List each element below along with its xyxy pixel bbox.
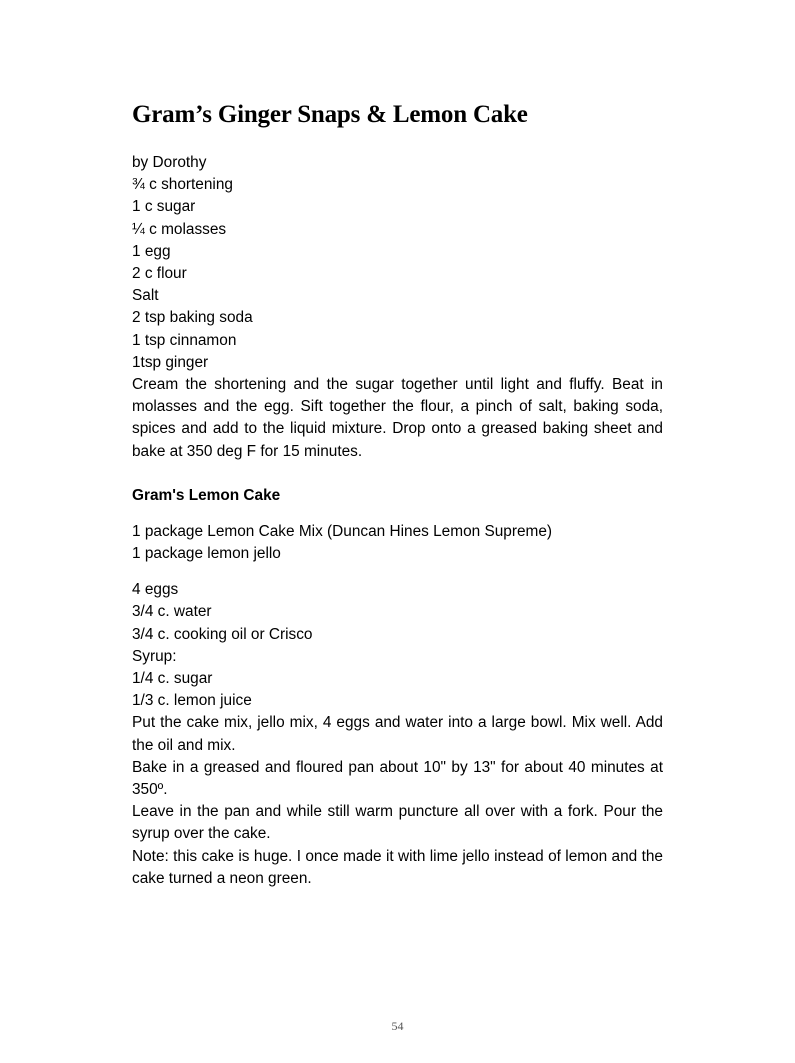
ingredient-line: ¾ c shortening	[132, 176, 233, 194]
page-title: Gram’s Ginger Snaps & Lemon Cake	[132, 101, 528, 128]
ingredient-line: 3/4 c. cooking oil or Crisco	[132, 625, 313, 643]
ingredient-line: 2 tsp baking soda	[132, 309, 253, 327]
instruction-step: Bake in a greased and floured pan about 10" by 13" for about 40 minutes at 350º.	[132, 758, 663, 799]
ingredient-line: 1 c sugar	[132, 198, 196, 216]
recipe-author: by Dorothy	[132, 154, 207, 171]
ingredient-line: 1 package lemon jello	[132, 545, 281, 563]
ingredient-line: 1 tsp cinnamon	[132, 331, 237, 349]
ginger-snaps-recipe	[132, 152, 663, 463]
instruction-step: Put the cake mix, jello mix, 4 eggs and water into a large bowl. Mix well. Add the oil and mix.	[132, 714, 663, 754]
ingredient-line: 2 c flour	[132, 265, 187, 283]
page-number: 54	[391, 1019, 404, 1033]
ingredient-line: 1 package Lemon Cake Mix (Duncan Hines Lemon Supreme)	[132, 522, 553, 540]
recipe-note: Note: this cake is huge. I once made it with lime jello instead of lemon and the cake turned a neon green.	[132, 847, 663, 887]
section-heading: Gram's Lemon Cake	[132, 486, 281, 504]
ingredient-line: Salt	[132, 287, 159, 305]
syrup-label: Syrup:	[132, 647, 177, 665]
recipe-instructions: Cream the shortening and the sugar together until light and fluffy. Beat in molasses and the egg. Sift together the flour, a pinch of salt, baking soda, spices and add to the liquid mixture. Drop onto a greased baking sheet and bake at 350 deg F for 15 minutes.	[132, 376, 663, 460]
ingredient-line: 1 egg	[132, 242, 171, 260]
instruction-step: Leave in the pan and while still warm puncture all over with a fork. Pour the syrup over the cake.	[132, 803, 663, 843]
document-page	[132, 98, 663, 890]
ingredient-line: 3/4 c. water	[132, 603, 212, 621]
ingredient-line: 1/4 c. sugar	[132, 670, 213, 688]
ingredient-line: 4 eggs	[132, 581, 179, 599]
lemon-cake-recipe	[132, 485, 663, 890]
paragraph-gap	[132, 565, 663, 579]
ingredient-line: ¼ c molasses	[132, 220, 227, 238]
ingredient-line: 1tsp ginger	[132, 353, 209, 371]
ingredient-line: 1/3 c. lemon juice	[132, 692, 252, 710]
